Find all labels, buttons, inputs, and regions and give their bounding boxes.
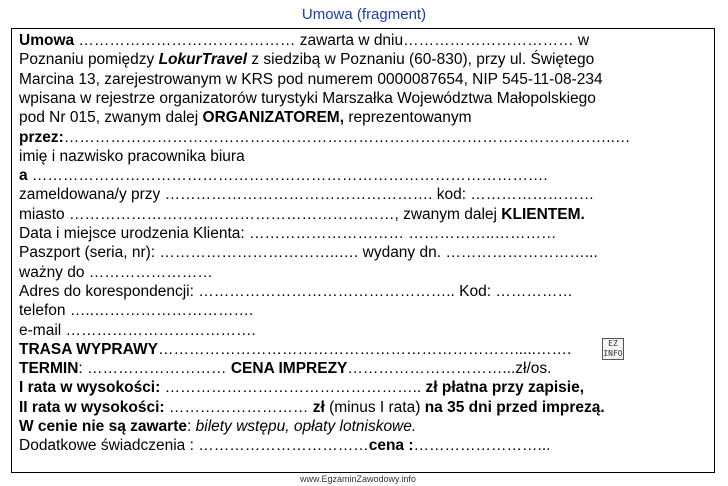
contract-line-segment: ………………………: [164, 398, 313, 416]
contract-line-segment: …………………………………………..: [160, 379, 426, 397]
contract-line: [19, 436, 550, 456]
contract-line-segment: zł: [312, 398, 325, 416]
contract-line-segment: e-mail ……………………………….: [19, 321, 256, 339]
contract-line-segment: pod Nr 015, zwanym dalej: [19, 109, 203, 127]
contract-line: [19, 166, 548, 186]
contract-line-segment: Adres do korespondencji: ………………………………………….. Kod: ……………: [19, 282, 573, 300]
contract-line: [19, 378, 584, 398]
contract-line: [19, 398, 605, 418]
contract-line-segment: :: [187, 418, 196, 435]
contract-line-segment: przez:: [19, 128, 64, 146]
contract-line-segment: bilety wstępu, opłaty lotniskowe.: [195, 418, 417, 435]
contract-line: [19, 185, 594, 205]
contract-line-segment: TERMIN: [19, 360, 79, 378]
contract-line-segment: I rata w wysokości:: [19, 379, 161, 397]
contract-line-segment: LokurTravel: [158, 51, 248, 69]
contract-line-segment: telefon …..………………………….: [19, 302, 254, 320]
contract-line-segment: cena :: [368, 437, 414, 455]
contract-line-segment: ważny do ……………………: [19, 263, 213, 281]
contract-line-segment: …………………………………………………………….....…….: [157, 340, 572, 358]
contract-line: [19, 417, 416, 437]
contract-line-segment: zameldowana/y przy ……………………………………………. kod: ……………………: [19, 186, 595, 204]
contract-line-segment: ……………………………………………………………………………………….: [27, 167, 548, 185]
contract-line: [19, 205, 585, 225]
contract-line: [19, 128, 630, 148]
document-caption: Umowa (fragment): [301, 6, 427, 23]
contract-line-segment: KLIENTEM.: [501, 205, 585, 223]
contract-line-segment: (minus I rata): [324, 398, 425, 416]
contract-line-segment: Umowa: [19, 32, 75, 49]
contract-line: [19, 89, 596, 109]
contract-line-segment: Dodatkowe świadczenia : ……………………………: [19, 437, 369, 455]
contract-line: [19, 359, 552, 379]
contract-line-segment: Marcina 13, zarejestrowanym w KRS pod numerem 0000087654, NIP 545-11-08-234: [19, 70, 603, 88]
ez-info-stamp: EZ INFO: [603, 339, 623, 358]
contract-line-segment: Poznaniu pomiędzy: [19, 51, 159, 69]
contract-line-segment: z siedzibą w Poznaniu (60-830), przy ul. Świętego: [247, 51, 595, 69]
contract-line: [19, 301, 253, 321]
contract-line-segment: wpisana w rejestrze organizatorów turystyki Marszałka Województwa Małopolskiego: [19, 89, 596, 107]
contract-line-segment: ……………………………………………………………………………………………..…: [63, 128, 631, 146]
contract-line: [19, 340, 571, 360]
contract-line-segment: …………………………...zł/os.: [347, 360, 552, 378]
contract-line-segment: imię i nazwisko pracownika biura: [19, 147, 245, 165]
contract-line-segment: …………………………………… zawarta w dniu…………………………… w: [74, 32, 590, 49]
contract-line-segment: W cenie nie są zawarte: [19, 418, 187, 435]
contract-line-segment: Data i miejsce urodzenia Klienta: ………………………… ……………..…………: [19, 225, 557, 242]
contract-line-segment: a: [19, 167, 28, 185]
contract-line: [19, 282, 573, 302]
contract-line: [19, 70, 603, 90]
contract-line-segment: : ………………………: [78, 360, 231, 378]
contract-line: [19, 31, 589, 51]
footer-url: www.EgzaminZawodowy.info: [300, 474, 416, 484]
contract-line: [19, 224, 556, 244]
contract-line: [19, 243, 598, 263]
contract-line-segment: reprezentowanym: [344, 109, 472, 127]
contract-line-segment: miasto ………………………………………………………, zwanym dalej: [19, 205, 502, 223]
contract-line-segment: ORGANIZATOREM,: [202, 109, 345, 127]
contract-line: [19, 50, 594, 70]
contract-line-segment: na 35 dni przed imprezą.: [424, 398, 605, 416]
contract-line-segment: II rata w wysokości:: [19, 398, 165, 416]
contract-line-segment: ……………………...: [413, 437, 551, 455]
contract-line-segment: zł płatna przy zapisie,: [425, 379, 585, 397]
contract-line: [19, 108, 472, 128]
contract-line: [19, 321, 256, 341]
contract-line: [19, 147, 245, 167]
contract-line-segment: CENA IMPREZY: [230, 360, 348, 378]
contract-line-segment: TRASA WYPRAWY: [19, 340, 158, 358]
contract-line: [19, 263, 213, 283]
contract-line-segment: Paszport (seria, nr): ……………………………..…. wydany dn. ………………………...: [19, 244, 598, 262]
